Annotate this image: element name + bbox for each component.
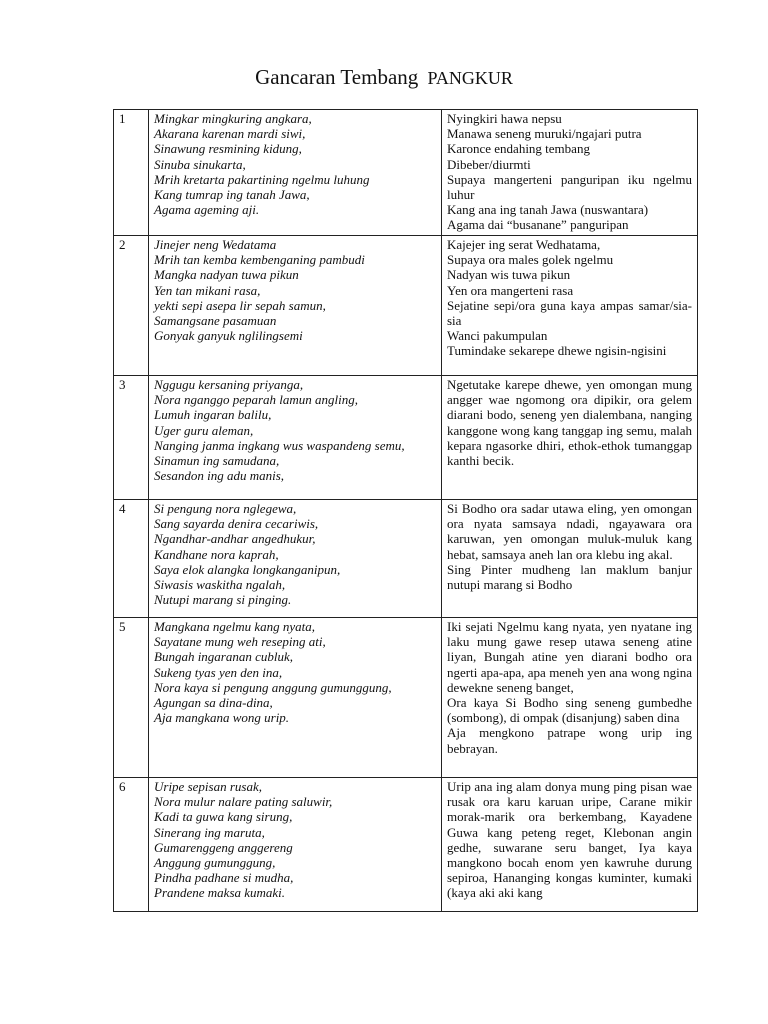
verse-line: Kadi ta guwa kang sirung, [154,809,293,825]
verse-line: Sayatane mung weh reseping ati, [154,634,326,650]
verse-line: Kang tumrap ing tanah Jawa, [154,187,310,203]
verse-line: Sukeng tyas yen den ina, [154,664,283,680]
translation-cell [442,110,698,236]
translation-line: Karonce endahing tembang [447,141,590,157]
verse-line: Mangkana ngelmu kang nyata, [154,619,316,634]
stanza-number: 3 [114,376,149,500]
verse-line: Agungan sa dina-dina, [154,695,273,711]
translation-line: Dibeber/diurmti [447,156,531,172]
javanese-verse-cell [149,618,442,778]
verse-line: Yen tan mikani rasa, [154,282,261,298]
stanza-table [113,109,698,912]
translation-line: Urip ana ing alam donya mung ping pisan wae rusak ora karu karuan uripe, Carane mikir morak-marik ora berkembang, Kayadene Guwa kang peteng reget, Klebonan angin gedhe, suwarane seru banget, Iya kaya mangkono bocah enom yen kawruhe durung sepiroa, Hananging kongas kuminter, kumaki (kaya aki aki kang [447,779,692,901]
translation-cell [442,618,698,778]
verse-line: Sesandon ing adu manis, [154,468,284,484]
verse-line: Anggung gumunggung, [154,855,276,871]
translation-line: Supaya ora males golek ngelmu [447,252,614,268]
verse-line: Mangka nadyan tuwa pikun [154,267,299,283]
verse-line: Nora mulur nalare pating saluwir, [154,794,333,810]
translation-line: Yen ora mangerteni rasa [447,282,574,298]
verse-line: Sinerang ing maruta, [154,824,265,840]
verse-line: Si pengung nora nglegewa, [154,501,297,516]
stanza-number: 2 [114,236,149,376]
verse-line: Uger guru aleman, [154,422,254,438]
stanza-row [114,376,698,500]
verse-line: Nanging janma ingkang wus waspandeng semu, [154,437,405,453]
translation-line: Nyingkiri hawa nepsu [447,111,562,126]
verse-line: Siwasis waskitha ngalah, [154,577,286,593]
verse-line: Saya elok alangka longkanganipun, [154,561,341,577]
verse-line: Mingkar mingkuring angkara, [154,111,312,126]
translation-cell [442,236,698,376]
verse-line: Bungah ingaranan cubluk, [154,649,294,665]
verse-line: Nora kaya si pengung anggung gumunggung, [154,679,392,695]
translation-line: Ora kaya Si Bodho sing seneng gumbedhe (sombong), di ompak (disanjung) saben dina [447,695,692,726]
translation-line: Kang ana ing tanah Jawa (nuswantara) [447,202,649,218]
translation-line: Manawa seneng muruki/ngajari putra [447,126,642,142]
verse-line: Jinejer neng Wedatama [154,237,277,252]
verse-line: Ngandhar-andhar angedhukur, [154,531,316,547]
translation-line: Kajejer ing serat Wedhatama, [447,237,601,252]
verse-line: Agama ageming aji. [154,202,260,218]
translation-line: Sejatine sepi/ora guna kaya ampas samar/sia-sia [447,297,692,329]
title-main: Gancaran Tembang [255,65,419,89]
javanese-verse-cell [149,110,442,236]
translation-line: Sing Pinter mudheng lan maklum banjur nutupi marang si Bodho [447,561,692,593]
translation-cell [442,376,698,500]
stanza-row [114,500,698,618]
verse-line: Uripe sepisan rusak, [154,779,262,794]
stanza-row [114,236,698,376]
document-title [0,64,768,91]
verse-line: Gumarenggeng anggereng [154,839,293,855]
verse-line: Akarana karenan mardi siwi, [154,126,306,142]
title-pupuh: PANGKUR [427,68,513,88]
stanza-table-body [114,110,698,912]
translation-cell [442,778,698,912]
translation-line: Nadyan wis tuwa pikun [447,267,571,283]
verse-line: Samangsane pasamuan [154,313,277,329]
translation-line: Ngetutake karepe dhewe, yen omongan mung angger wae ngomong ora dipikir, ora gelem diarani bodo, seneng yen dialembana, nanging kanggone wong kang tanggap ing semu, malah kepara ngasorke dhiri, ethok-ethok tumanggap kanthi becik. [447,377,692,469]
verse-line: Nora nganggo peparah lamun angling, [154,392,359,408]
javanese-verse-cell [149,376,442,500]
stanza-number: 6 [114,778,149,912]
verse-line: Mrih tan kemba kembenganing pambudi [154,252,365,268]
translation-line: Wanci pakumpulan [447,328,548,344]
translation-line: Si Bodho ora sadar utawa eling, yen omongan ora nyata samsaya ndadi, ngayawara ora karuwan, yen omongan muluk-muluk kang hebat, samsaya aneh lan ora klebu ing akal. [447,501,692,562]
javanese-verse-cell [149,500,442,618]
verse-line: Pindha padhane si mudha, [154,870,294,886]
verse-line: Sang sayarda denira cecariwis, [154,516,319,532]
stanza-number: 1 [114,110,149,236]
verse-line: Nutupi marang si pinging. [154,592,292,608]
verse-line: Sinamun ing samudana, [154,453,280,469]
verse-line: Sinawung resmining kidung, [154,141,302,157]
verse-line: Gonyak ganyuk nglilingsemi [154,328,303,344]
verse-line: Prandene maksa kumaki. [154,885,286,901]
javanese-verse-cell [149,236,442,376]
translation-cell [442,500,698,618]
translation-line: Tumindake sekarepe dhewe ngisin-ngisini [447,343,667,359]
stanza-number: 5 [114,618,149,778]
stanza-number: 4 [114,500,149,618]
stanza-row [114,110,698,236]
javanese-verse-cell [149,778,442,912]
verse-line: Nggugu kersaning priyanga, [154,377,304,392]
stanza-row [114,778,698,912]
translation-line: Iki sejati Ngelmu kang nyata, yen nyatane ing laku mung gawe resep utawa seneng atine liyan, Bungah atine yen diarani bodho ora ngerti apa-apa, apa meneh yen ana wong ngina dewekne seneng banget, [447,619,692,695]
verse-line: Aja mangkana wong urip. [154,710,290,726]
verse-line: Kandhane nora kaprah, [154,546,279,562]
verse-line: Sinuba sinukarta, [154,156,246,172]
translation-line: Agama dai “busanane” panguripan [447,217,629,233]
verse-line: Mrih kretarta pakartining ngelmu luhung [154,171,370,187]
verse-line: Lumuh ingaran balilu, [154,407,272,423]
stanza-row [114,618,698,778]
translation-line: Supaya mangerteni panguripan iku ngelmu luhur [447,171,692,203]
verse-line: yekti sepi asepa lir sepah samun, [154,297,326,313]
translation-line: Aja mengkono patrape wong urip ing bebrayan. [447,725,692,756]
